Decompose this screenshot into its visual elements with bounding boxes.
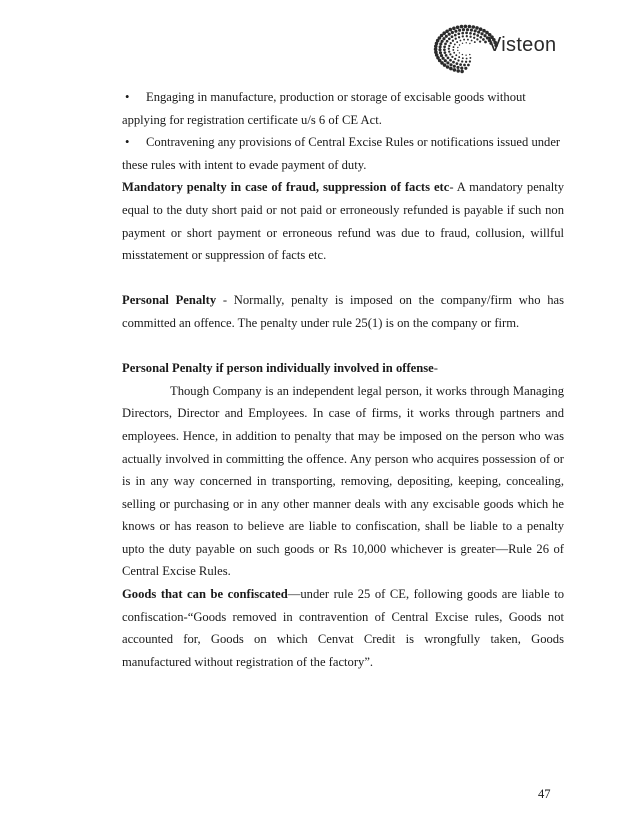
personal-individual-suffix: - bbox=[433, 361, 438, 376]
logo-dot bbox=[469, 60, 471, 62]
bullet-dot-icon: • bbox=[125, 135, 130, 150]
document-body bbox=[122, 86, 564, 673]
logo-dot bbox=[451, 56, 453, 58]
logo-dot bbox=[479, 40, 481, 42]
logo-dot bbox=[443, 45, 446, 48]
logo-dot bbox=[466, 28, 469, 31]
logo-dot bbox=[449, 67, 453, 71]
confiscated-paragraph bbox=[122, 583, 564, 673]
logo-dot bbox=[470, 29, 473, 32]
logo-dot bbox=[468, 25, 472, 29]
logo-dot bbox=[465, 32, 468, 35]
bullet-text-first: Contravening any provisions of Central Excise Rules or notifications issued under bbox=[146, 135, 561, 150]
logo-dot bbox=[469, 43, 470, 44]
logo-dot bbox=[482, 29, 486, 33]
logo-dot bbox=[484, 41, 487, 44]
logo-dot bbox=[479, 27, 483, 31]
logo-dot bbox=[452, 27, 456, 31]
logo-dot bbox=[439, 45, 442, 48]
bullet-text-cont: these rules with intent to evade payment of duty. bbox=[122, 157, 367, 172]
logo-dot bbox=[462, 54, 463, 55]
logo-dot bbox=[446, 61, 449, 64]
logo-dot bbox=[439, 42, 442, 45]
logo-dot bbox=[473, 33, 476, 36]
logo-dot bbox=[466, 58, 468, 60]
confiscated-text: —under rule 25 of CE, following goods are liable to confiscation-“Goods removed in contravention of Central Excise rules, Goods not accounted for, Goods on which Cenvat Credit is wrongfully taken, Goods manufactured without registration of the factory”. bbox=[122, 587, 564, 669]
logo-dot bbox=[467, 39, 469, 41]
bullet-item bbox=[122, 86, 564, 109]
logo-dot bbox=[464, 67, 467, 70]
logo-dot bbox=[438, 48, 441, 51]
confiscated-heading: Goods that can be confiscated bbox=[122, 587, 288, 602]
logo-dot bbox=[473, 37, 475, 39]
logo-dot bbox=[454, 30, 457, 33]
logo-dot bbox=[464, 25, 468, 29]
logo-dot bbox=[450, 42, 452, 44]
logo-dot bbox=[462, 57, 464, 59]
logo-dot bbox=[459, 52, 460, 53]
logo-dot bbox=[466, 35, 468, 37]
logo-dot bbox=[482, 38, 485, 41]
bullet-text-first: Engaging in manufacture, production or storage of excisable goods without bbox=[146, 90, 526, 104]
logo-dot bbox=[451, 31, 454, 34]
logo-dot bbox=[461, 32, 464, 35]
logo-dot bbox=[469, 36, 471, 38]
logo-dot bbox=[469, 57, 471, 59]
logo-dot bbox=[458, 56, 460, 58]
logo-dot bbox=[476, 34, 479, 37]
logo-dot bbox=[469, 32, 472, 35]
logo-dot bbox=[453, 68, 457, 72]
logo-dot bbox=[448, 50, 450, 52]
mandatory-penalty-heading: Mandatory penalty in case of fraud, suppression of facts etc bbox=[122, 180, 450, 195]
logo-dot bbox=[462, 35, 464, 37]
logo-dot bbox=[459, 44, 460, 45]
logo-dot bbox=[444, 59, 447, 62]
logo-dot bbox=[452, 49, 454, 51]
logo-dot bbox=[455, 38, 457, 40]
logo-dot bbox=[454, 43, 456, 45]
logo-text: Visteon bbox=[488, 34, 557, 56]
logo-dot bbox=[458, 36, 460, 38]
logo-dot bbox=[456, 69, 460, 73]
logo-dot bbox=[456, 62, 459, 65]
logo-dot bbox=[446, 40, 449, 43]
logo-dot bbox=[455, 54, 457, 56]
visteon-logo bbox=[428, 18, 578, 80]
logo-dot bbox=[462, 28, 465, 31]
logo-dot bbox=[479, 36, 482, 39]
logo-dot bbox=[456, 41, 458, 43]
personal-penalty-paragraph bbox=[122, 289, 564, 334]
logo-dot bbox=[449, 63, 452, 66]
logo-dot bbox=[441, 40, 444, 43]
logo-dot bbox=[457, 47, 458, 48]
logo-dot bbox=[444, 43, 447, 46]
logo-dot bbox=[440, 54, 443, 57]
bullet-text-cont: applying for registration certificate u/s 6 of CE Act. bbox=[122, 112, 382, 127]
logo-dot bbox=[476, 38, 478, 40]
logo-dot bbox=[453, 52, 455, 54]
logo-dot bbox=[460, 67, 463, 70]
logo-dot bbox=[442, 37, 445, 40]
logo-dot bbox=[445, 54, 448, 57]
mandatory-penalty-text: - A mandatory penalty equal to the duty short paid or not paid or erroneously refunded is payable if such non payment or short payment or erroneous refund was due to fraud, collusion, willful misstatement or suppression of facts etc. bbox=[122, 180, 564, 263]
logo-dot bbox=[457, 32, 460, 35]
logo-dot bbox=[439, 51, 442, 54]
logo-dot bbox=[465, 55, 466, 56]
logo-dot bbox=[458, 29, 461, 32]
logo-dot bbox=[463, 39, 465, 41]
logo-dot bbox=[460, 70, 464, 74]
logo-dot bbox=[447, 57, 450, 60]
personal-penalty-text: - Normally, penalty is imposed on the company/firm who has committed an offence. The penalty under rule 25(1) is on the company or firm. bbox=[122, 293, 564, 330]
logo-dot bbox=[463, 64, 466, 67]
logo-dot bbox=[459, 40, 461, 42]
logo-dot bbox=[456, 66, 459, 69]
logo-dot bbox=[459, 63, 462, 66]
bullet-item bbox=[122, 131, 564, 154]
logo-dot bbox=[480, 32, 483, 35]
logo-dot bbox=[444, 51, 447, 54]
logo-dot bbox=[472, 25, 476, 29]
logo-dot bbox=[462, 43, 463, 44]
logo-dot bbox=[461, 60, 463, 62]
logo-dot bbox=[443, 48, 446, 51]
logo-dot bbox=[460, 25, 464, 29]
logo-dot bbox=[448, 33, 451, 36]
logo-dot bbox=[471, 40, 473, 42]
logo-dot bbox=[452, 40, 454, 42]
logo-dot bbox=[442, 57, 445, 60]
personal-penalty-heading: Personal Penalty bbox=[122, 293, 217, 308]
personal-individual-heading-line bbox=[122, 357, 564, 380]
logo-dot bbox=[469, 54, 470, 55]
logo-dot bbox=[466, 42, 467, 43]
logo-dot bbox=[454, 34, 457, 37]
personal-individual-heading: Personal Penalty if person individually involved in offense bbox=[122, 361, 434, 376]
logo-dot bbox=[453, 65, 456, 68]
logo-dot bbox=[475, 26, 479, 30]
logo-dot bbox=[445, 35, 448, 38]
logo-dot bbox=[448, 48, 450, 50]
logo-dot bbox=[474, 41, 476, 43]
logo-dot bbox=[454, 58, 456, 60]
logo-dot bbox=[445, 30, 449, 34]
logo-dot bbox=[465, 61, 467, 63]
logo-dot bbox=[452, 61, 455, 64]
logo-dot bbox=[451, 35, 454, 38]
logo-dot bbox=[449, 28, 453, 32]
logo-dot bbox=[467, 64, 470, 67]
logo-dot bbox=[448, 37, 451, 40]
logo-dot bbox=[449, 53, 451, 55]
logo-dot bbox=[457, 59, 459, 61]
logo-dot bbox=[446, 65, 450, 69]
logo-dot bbox=[456, 26, 460, 30]
mandatory-penalty-paragraph bbox=[122, 176, 564, 266]
logo-dot bbox=[477, 31, 480, 34]
logo-dot bbox=[457, 50, 458, 51]
logo-dot bbox=[483, 34, 486, 37]
logo-dot bbox=[453, 46, 455, 48]
page-number: 47 bbox=[538, 787, 551, 801]
logo-dot bbox=[448, 45, 450, 47]
bullet-dot-icon: • bbox=[125, 90, 130, 104]
personal-individual-text: Though Company is an independent legal person, it works through Managing Directors, Director and Employees. In case of firms, it works through partners and employees. Hence, in addition to penalty that may be imposed on the person who was actually involved in committing the offence. Any person who acquires possession of or is in any way concerned in transporting, removing, depositing, keeping, concealing, selling or purchasing or in any other manner deals with any excisable goods which he knows or has reason to believe are liable to confiscation, shall be liable to a penalty upto the duty payable on such goods or Rs 10,000 whichever is greater—Rule 26 of Central Excise Rules. bbox=[122, 383, 564, 579]
logo-dot bbox=[449, 59, 452, 62]
logo-dot bbox=[474, 29, 477, 32]
